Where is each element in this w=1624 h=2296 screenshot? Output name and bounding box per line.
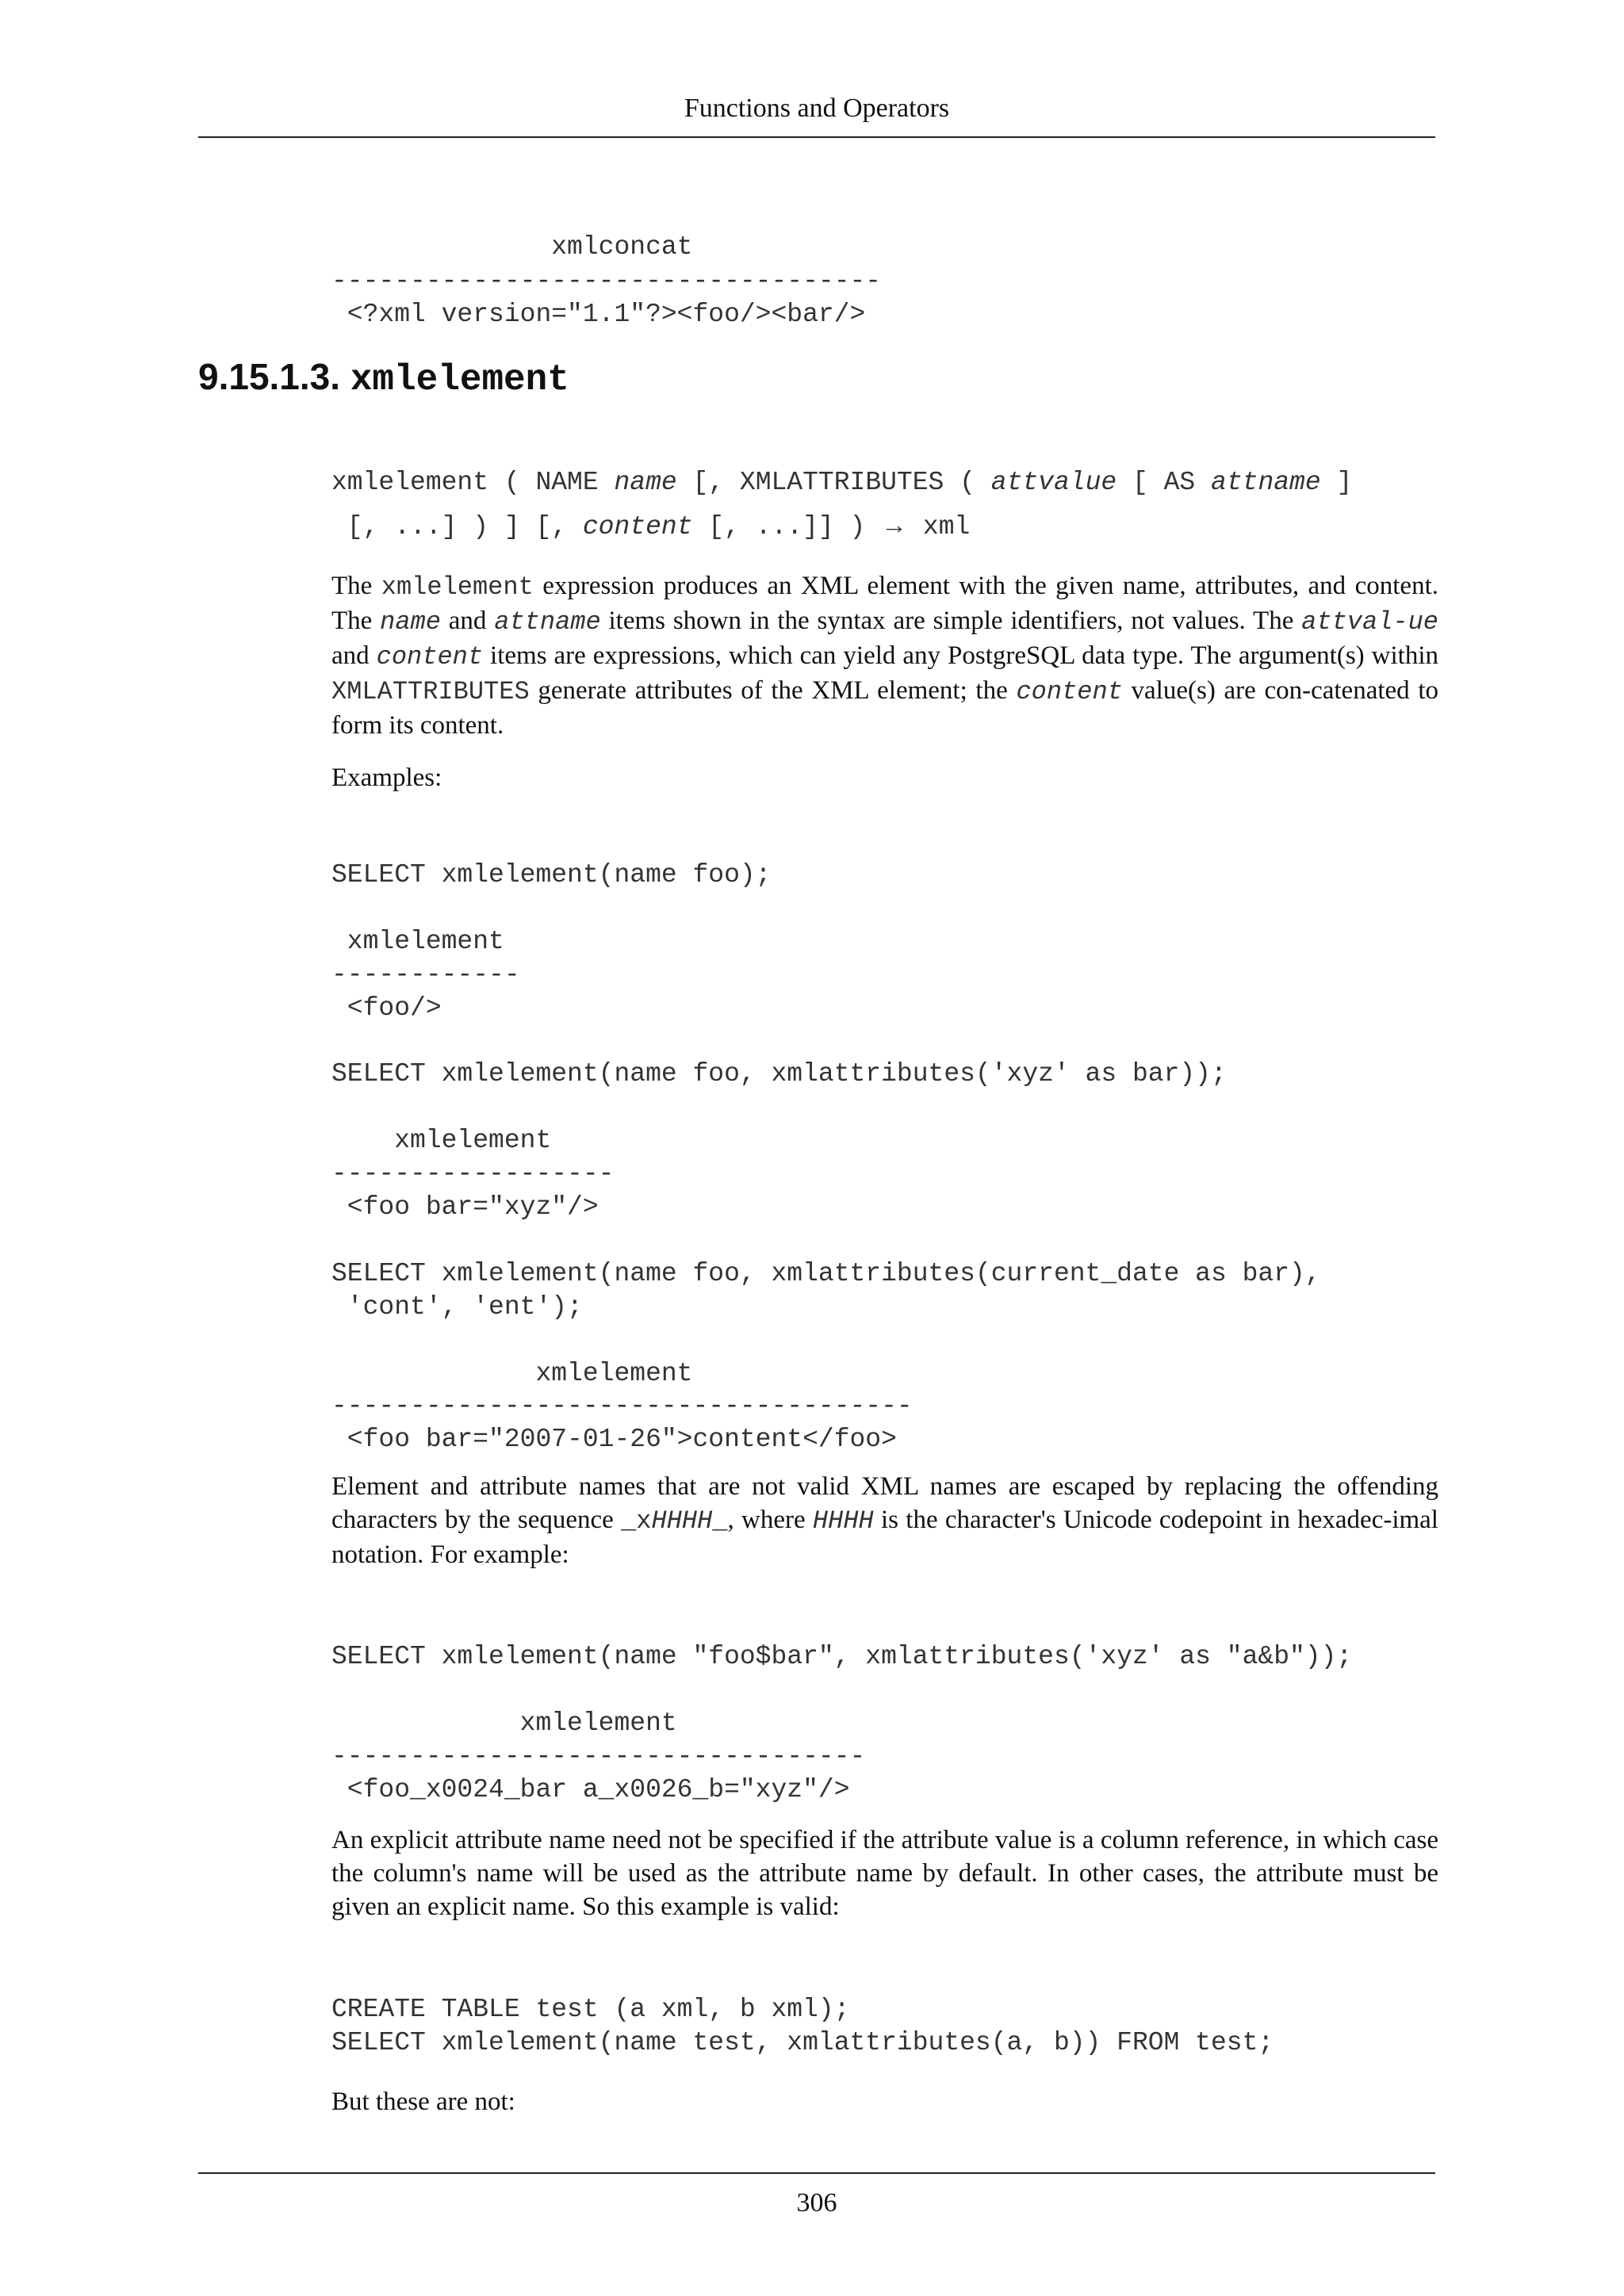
code-line: xmlelement [331, 1708, 677, 1738]
paragraph-text: items are expressions, which can yield any PostgreSQL data type. The argument(s) within [483, 641, 1438, 670]
code-line: <foo bar="xyz"/> [331, 1192, 599, 1222]
code-line: SELECT xmlelement(name test, xmlattributes(a, b)) FROM test; [331, 2027, 1274, 2057]
synopsis-text: [, XMLATTRIBUTES ( [676, 468, 991, 497]
description-paragraph [331, 569, 1438, 742]
returns-arrow-icon: → [881, 511, 908, 540]
code-line: 'cont', 'ent'); [331, 1292, 583, 1322]
examples-label: Examples: [331, 763, 442, 792]
inline-param: name [380, 607, 441, 637]
inline-param: content [1016, 677, 1123, 706]
paragraph-text: The [331, 572, 381, 600]
xmlconcat-column-header: xmlconcat [331, 232, 693, 262]
page-number: 306 [796, 2188, 837, 2218]
synopsis-line-2 [331, 513, 970, 540]
attribute-name-paragraph: An explicit attribute name need not be specified if the attribute value is a column reference, in which case the column's name will be used as the attribute name by default. In other cases, the attribute must be given an explicit name. So this example is valid: [331, 1826, 1438, 1921]
code-line: ---------------------------------- [331, 1741, 866, 1771]
paragraph-text: , where [727, 1506, 813, 1534]
paragraph-text: is the character's Unicode codepoint in hexadec-imal notation. For example: [331, 1506, 1438, 1569]
code-line: xmlelement [331, 1126, 552, 1156]
code-line: ------------------ [331, 1159, 615, 1189]
paragraph-text: Element and attribute names that are not valid XML names are escaped by replacing the offending characters by the sequence [331, 1472, 1438, 1534]
code-line: SELECT xmlelement(name foo, xmlattributes(current_date as bar), [331, 1258, 1321, 1288]
inline-param: attname [494, 607, 601, 637]
synopsis-text: [, ...]] ) [692, 512, 882, 541]
code-line: ------------ [331, 959, 520, 989]
code-line: SELECT xmlelement(name foo); [331, 860, 772, 890]
section-title: xmlelement [350, 359, 569, 400]
inline-param: HHHH [651, 1506, 713, 1536]
header-rule [198, 136, 1435, 138]
code-line: ------------------------------------- [331, 1391, 913, 1422]
synopsis-text: xmlelement ( NAME [331, 468, 615, 497]
synopsis-param-attname: attname [1211, 468, 1321, 497]
inline-code: _x [621, 1506, 652, 1536]
code-line: <foo/> [331, 993, 442, 1023]
escaping-paragraph [331, 1470, 1438, 1571]
xmlconcat-result-row: <?xml version="1.1"?><foo/><bar/> [331, 300, 866, 329]
synopsis-line-1 [331, 469, 1352, 496]
section-number: 9.15.1.3. [198, 356, 341, 397]
inline-param: content [376, 642, 484, 672]
code-line: CREATE TABLE test (a xml, b xml); [331, 1995, 850, 2024]
code-line: SELECT xmlelement(name foo, xmlattributes('xyz' as bar)); [331, 1059, 1227, 1089]
synopsis-param-name: name [614, 468, 677, 497]
code-line: xmlelement [331, 926, 504, 956]
paragraph-text: and [331, 641, 377, 670]
footer-rule [198, 2172, 1435, 2174]
paragraph-text: value(s) are con-catenated to form its content. [331, 676, 1439, 740]
synopsis-text: ] [1320, 468, 1353, 497]
paragraph-text: generate attributes of the XML element; the [529, 676, 1017, 705]
synopsis-text: [, ...] ) ] [, [331, 512, 583, 541]
inline-code: _ [712, 1506, 728, 1536]
code-line: xmlelement [331, 1358, 693, 1388]
synopsis-param-attvalue: attvalue [990, 468, 1117, 497]
closing-paragraph: But these are not: [331, 2087, 515, 2116]
section-heading [198, 355, 569, 400]
xmlconcat-separator: ----------------------------------- [331, 266, 882, 296]
synopsis-return-type: xml [907, 512, 971, 541]
paragraph-text: expression produces an XML element with the given name, attributes, and content. The [331, 572, 1438, 635]
inline-code: XMLATTRIBUTES [331, 677, 530, 706]
code-line: <foo_x0024_bar a_x0026_b="xyz"/> [331, 1774, 850, 1804]
code-line: <foo bar="2007-01-26">content</foo> [331, 1425, 897, 1455]
synopsis-param-content: content [582, 512, 693, 541]
code-line: SELECT xmlelement(name "foo$bar", xmlattributes('xyz' as "a&b")); [331, 1642, 1353, 1671]
synopsis-text: [ AS [1116, 468, 1212, 497]
paragraph-text: items shown in the syntax are simple identifiers, not values. The [600, 607, 1302, 635]
inline-param: HHHH [812, 1506, 874, 1536]
inline-param: attval-ue [1301, 607, 1438, 637]
paragraph-text: and [440, 607, 495, 635]
inline-code: xmlelement [381, 572, 534, 602]
running-header: Functions and Operators [684, 94, 950, 123]
